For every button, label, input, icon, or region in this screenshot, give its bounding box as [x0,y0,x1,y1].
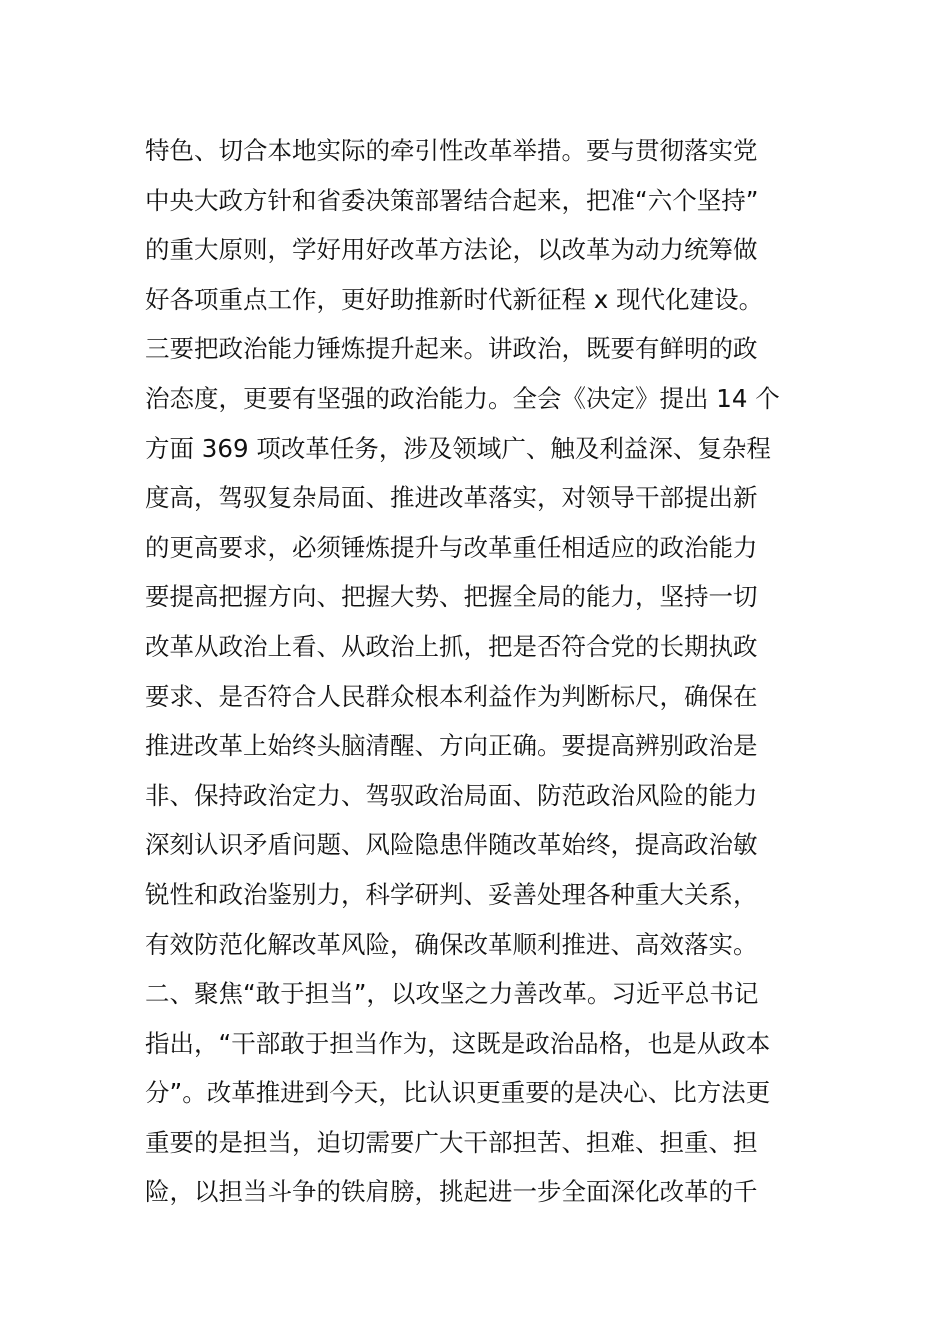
text-line: 险，以担当斗争的铁肩膀，挑起进一步全面深化改革的千 [145,1177,758,1207]
text-line: 重要的是担当，迫切需要广大干部担苦、担难、担重、担 [145,1127,758,1157]
text-line: 要提高把握方向、把握大势、把握全局的能力，坚持一切 [145,582,758,612]
text-line: 分”。改革推进到今天，比认识更重要的是决心、比方法更 [145,1078,771,1108]
text-line: 中央大政方针和省委决策部署结合起来，把准“六个坚持” [145,185,759,215]
text-line: 好各项重点工作，更好助推新时代新征程 x 现代化建设。 [145,284,764,314]
text-line: 锐性和政治鉴别力，科学研判、妥善处理各种重大关系， [145,879,758,909]
text-line: 非、保持政治定力、驾驭政治局面、防范政治风险的能力 [145,780,758,810]
section-heading-line: 二、聚焦“敢于担当”，以攻坚之力善改革。习近平总书记 [145,979,759,1009]
text-line: 深刻认识矛盾问题、风险隐患伴随改革始终，提高政治敏 [145,830,758,860]
text-line: 的更高要求，必须锤炼提升与改革重任相适应的政治能力 [145,532,758,562]
text-line: 度高，驾驭复杂局面、推进改革落实，对领导干部提出新 [145,483,758,513]
text-line: 有效防范化解改革风险，确保改革顺利推进、高效落实。 [145,929,758,959]
text-line: 特色、切合本地实际的牵引性改革举措。要与贯彻落实党 [145,136,758,165]
text-line: 指出，“干部敢于担当作为，这既是政治品格，也是从政本 [145,1028,771,1058]
text-line: 要求、是否符合人民群众根本利益作为判断标尺，确保在 [145,681,758,711]
text-line: 改革从政治上看、从政治上抓，把是否符合党的长期执政 [145,631,758,661]
text-line: 的重大原则，学好用好改革方法论，以改革为动力统筹做 [145,235,758,265]
text-line: 治态度，更要有坚强的政治能力。全会《决定》提出 14 个 [145,383,780,413]
text-line: 推进改革上始终头脑清醒、方向正确。要提高辨别政治是 [145,731,758,761]
text-line: 方面 369 项改革任务，涉及领域广、触及利益深、复杂程 [145,433,771,463]
body-text [145,126,815,1217]
section-heading-line: 三要把政治能力锤炼提升起来。讲政治，既要有鲜明的政 [145,334,758,364]
